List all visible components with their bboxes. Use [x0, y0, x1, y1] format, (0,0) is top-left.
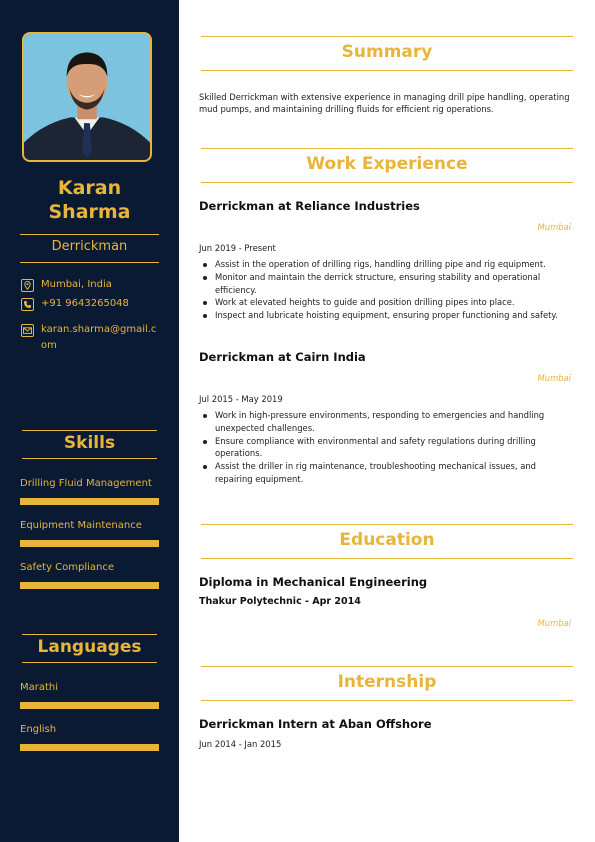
job-dates: Jun 2019 - Present — [199, 243, 276, 253]
sidebar — [0, 0, 179, 842]
list-item: Work in high-pressure environments, responding to emergencies and handling unexpected challenges. — [199, 409, 575, 435]
degree-title: Diploma in Mechanical Engineering — [199, 575, 428, 589]
section-divider — [201, 148, 573, 149]
skill-item: Safety Compliance — [20, 562, 115, 573]
summary-text: Skilled Derrickman with extensive experience in managing drill pipe handling, operating mud pumps, and maintaining drilling fluids for efficient rig operations. — [199, 92, 570, 114]
list-item: Assist the driller in rig maintenance, troubleshooting mechanical issues, and repairing equipment. — [199, 460, 575, 486]
skill-level-bar — [20, 498, 159, 505]
location-text: Mumbai, India — [41, 279, 112, 290]
job-location: Mumbai — [537, 373, 571, 383]
divider — [22, 430, 157, 431]
section-divider — [201, 70, 573, 71]
job-responsibilities — [199, 258, 575, 322]
divider — [22, 662, 157, 663]
list-item: Inspect and lubricate hoisting equipment, ensuring proper functioning and safety. — [199, 309, 575, 322]
last-name: Sharma — [48, 201, 131, 223]
divider — [20, 234, 159, 235]
internship-dates: Jun 2014 - Jan 2015 — [199, 739, 282, 749]
email-icon — [21, 324, 34, 337]
skill-level-bar — [20, 582, 159, 589]
divider — [22, 634, 157, 635]
list-item: Assist in the operation of drilling rigs, handling drilling pipe and rig equipment. — [199, 258, 575, 271]
job-dates: Jul 2015 - May 2019 — [199, 394, 283, 404]
language-level-bar — [20, 702, 159, 709]
list-item: Ensure compliance with environmental and safety regulations during drilling operations. — [199, 435, 575, 461]
language-item: Marathi — [20, 682, 59, 693]
school-name: Thakur Polytechnic - Apr 2014 — [199, 596, 361, 607]
job-title: Derrickman at Reliance Industries — [199, 199, 420, 213]
phone-icon — [21, 298, 34, 311]
section-divider — [201, 558, 573, 559]
skill-item: Drilling Fluid Management — [20, 478, 152, 489]
education-heading: Education — [339, 530, 435, 550]
experience-heading: Work Experience — [306, 154, 468, 174]
section-divider — [201, 524, 573, 525]
language-item: English — [20, 724, 57, 735]
location-pin-icon — [21, 279, 34, 292]
email-text[interactable]: karan.sharma@gmail.com — [41, 324, 157, 351]
summary-heading: Summary — [341, 42, 433, 62]
profile-photo — [22, 32, 152, 162]
main-content — [179, 0, 595, 842]
section-divider — [201, 36, 573, 37]
candidate-name — [0, 176, 179, 224]
language-level-bar — [20, 744, 159, 751]
list-item: Monitor and maintain the derrick structure, ensuring stability and operational efficiency. — [199, 271, 575, 297]
languages-heading: Languages — [37, 637, 142, 657]
education-location: Mumbai — [537, 618, 571, 628]
phone-text[interactable]: +91 9643265048 — [41, 298, 129, 309]
section-divider — [201, 666, 573, 667]
internship-title: Derrickman Intern at Aban Offshore — [199, 717, 432, 731]
skill-item: Equipment Maintenance — [20, 520, 142, 531]
divider — [22, 458, 157, 459]
skills-heading: Skills — [63, 433, 116, 453]
job-title: Derrickman — [51, 239, 128, 254]
skill-level-bar — [20, 540, 159, 547]
divider — [20, 262, 159, 263]
internship-heading: Internship — [337, 672, 437, 692]
job-location: Mumbai — [537, 222, 571, 232]
section-divider — [201, 182, 573, 183]
section-divider — [201, 700, 573, 701]
first-name: Karan — [57, 177, 122, 199]
list-item: Work at elevated heights to guide and position drilling pipes into place. — [199, 296, 575, 309]
job-responsibilities — [199, 409, 575, 486]
job-title: Derrickman at Cairn India — [199, 350, 366, 364]
profile-photo-illustration — [24, 34, 150, 160]
